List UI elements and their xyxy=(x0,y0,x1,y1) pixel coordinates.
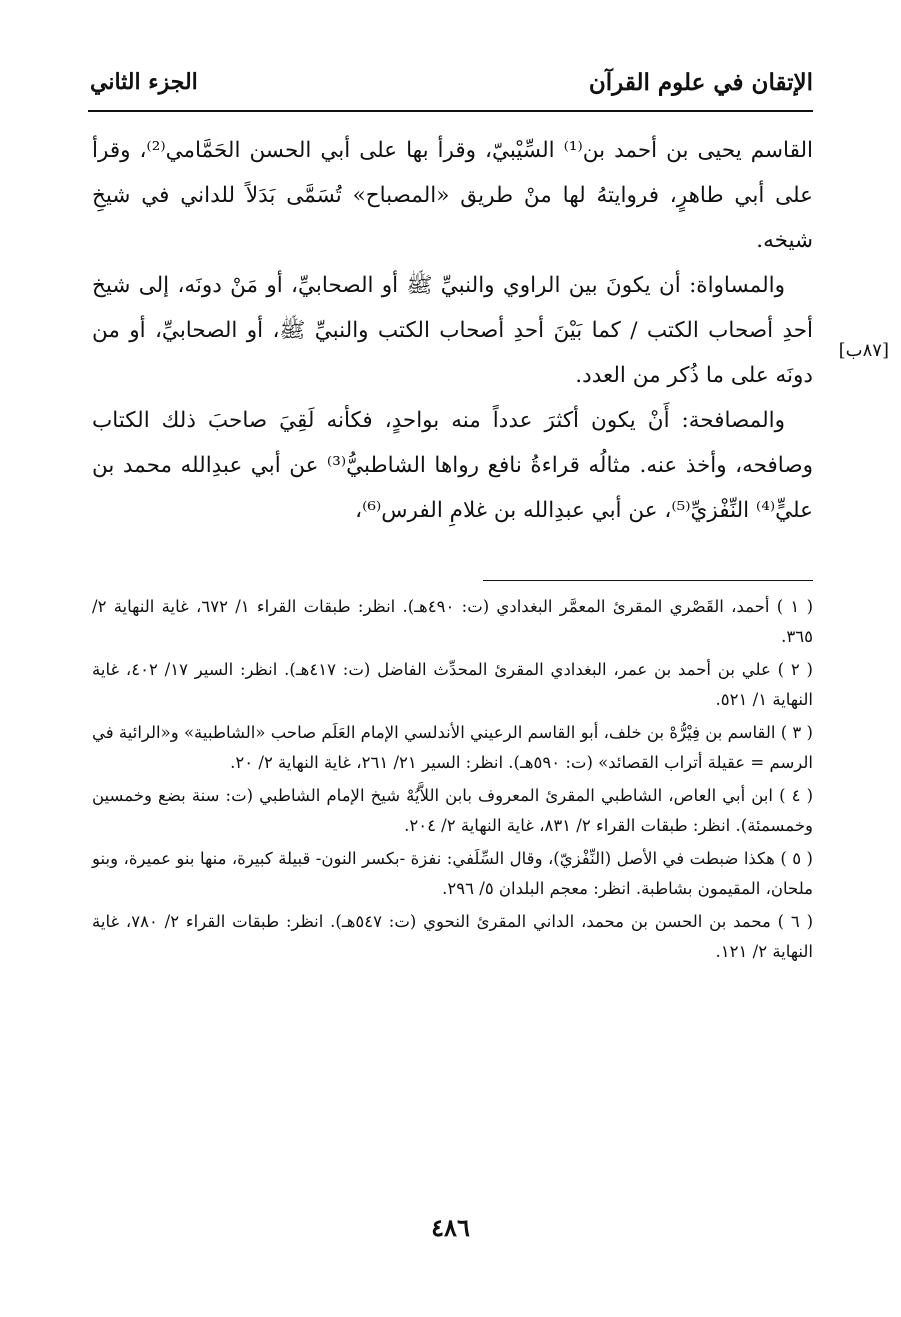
page-number: ٤٨٦ xyxy=(431,1213,470,1242)
footnote-3: ( ٣ ) القاسم بن فِيْرُّهْ بن خلف، أبو القاسم الرعيني الأندلسي الإمام العَلَم صاحب «الشاطبية» و«الرائية في الرسم = عقيلة أتراب القصائد» (ت: ٥٩٠هـ). انظر: السير ٢١/ ٢٦١، غاية النهاية ٢/ ٢٠. xyxy=(92,723,813,772)
part-label: الجزء الثاني xyxy=(90,69,198,95)
paragraph-badal: القاسم يحيى بن أحمد بن⁽¹⁾ السِّيْبيّ، وقرأ بها على أبي الحسن الحَمَّامي⁽²⁾، وقرأ على أبي طاهرٍ، فروايتهُ لها منْ طريق «المصباح» تُسَمَّى بَدَلاً للداني في شيخِ شيخه. xyxy=(92,138,813,253)
footnote-6: ( ٦ ) محمد بن الحسن بن محمد، الداني المقرئ النحوي (ت: ٥٤٧هـ). انظر: طبقات القراء ٢/ ٧٨٠، غاية النهاية ٢/ ١٢١. xyxy=(92,912,814,961)
main-text xyxy=(92,128,813,533)
book-title: الإتقان في علوم القرآن xyxy=(588,68,813,96)
paragraph-musawat: والمساواة: أن يكونَ بين الراوي والنبيِّ ﷺ أو الصحابيِّ، أو مَنْ دونَه، إلى شيخ أحدِ أصحاب الكتب / كما بَيْنَ أحدِ أصحاب الكتب والنبيِّ ﷺ، أو الصحابيِّ، أو من دونَه على ما ذُكر من العدد. xyxy=(92,273,813,388)
footnote-4: ( ٤ ) ابن أبي العاص، الشاطبي المقرئ المعروف بابن اللاَّيُهْ شيخ الإمام الشاطبي (ت: سنة بضع وخمسين وخمسمئة). انظر: طبقات القراء ٢/ ٨٣١، غاية النهاية ٢/ ٢٠٤. xyxy=(92,786,814,835)
footnotes xyxy=(92,592,813,970)
footnote-divider xyxy=(483,580,813,581)
margin-folio-marker: [٨٧ب] xyxy=(838,340,889,361)
running-header xyxy=(90,62,813,102)
footnote-2: ( ٢ ) علي بن أحمد بن عمر، البغدادي المقرئ المحدِّث الفاضل (ت: ٤١٧هـ). انظر: السير ١٧/ ٤٠٢، غاية النهاية ١/ ٥٢١. xyxy=(92,660,813,709)
footnote-1: ( ١ ) أحمد، القَصْري المقرئ المعمَّر البغدادي (ت: ٤٩٠هـ). انظر: طبقات القراء ١/ ٦٧٢، غاية النهاية ٢/ ٣٦٥. xyxy=(92,597,814,646)
footnote-5: ( ٥ ) هكذا ضبطت في الأصل (النِّفْزيّ)، وقال السِّلَفي: نفزة -بكسر النون- قبيلة كبيرة، منها بنو عميرة، وبنو ملحان، المقيمون بشاطبة. انظر: معجم البلدان ٥/ ٢٩٦. xyxy=(92,849,813,898)
header-divider xyxy=(88,110,813,112)
paragraph-musafaha: والمصافحة: أَنْ يكون أكثرَ عدداً منه بواحدٍ، فكأنه لَقِيَ صاحبَ ذلك الكتاب وصافحه، وأخذ عنه. مثالُه قراءةُ نافع رواها الشاطبيُّ⁽³⁾ عن أبي عبدِالله محمد بن عليٍّ⁽⁴⁾ النِّفْزيِّ⁽⁵⁾، عن أبي عبدِالله بن غلامِ الفرس⁽⁶⁾، xyxy=(92,408,813,523)
